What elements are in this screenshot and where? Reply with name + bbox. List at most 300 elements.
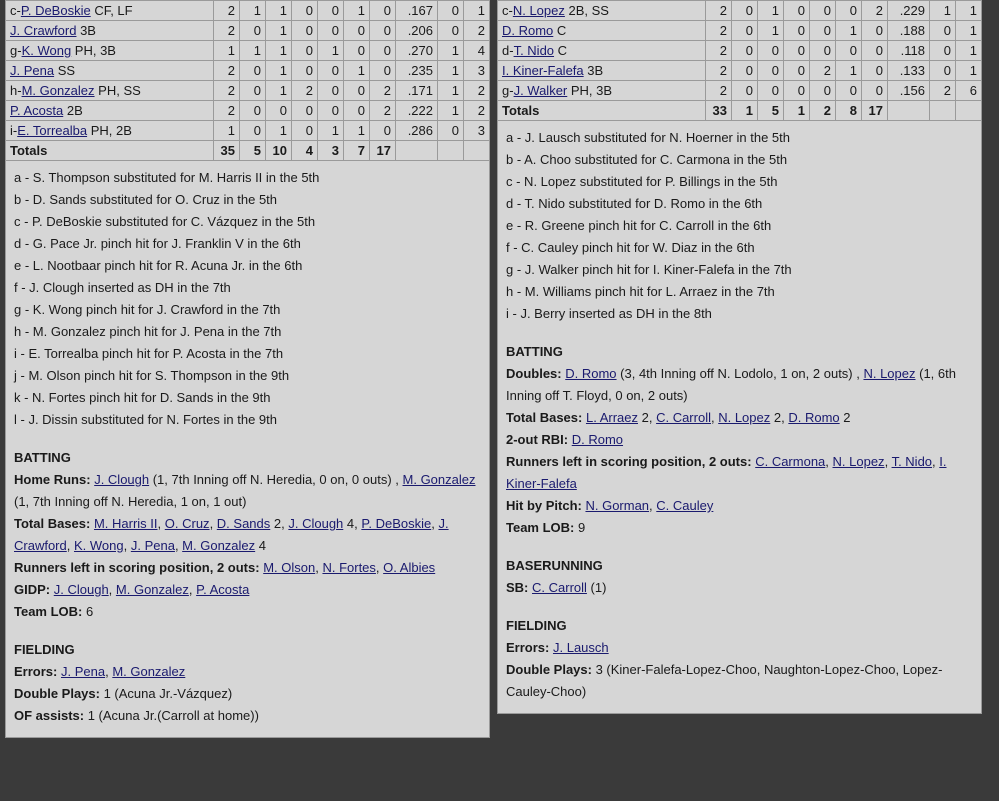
stat-cell: 2 (706, 21, 732, 41)
totals-cell (464, 141, 490, 161)
batter-name-cell (498, 21, 706, 41)
left-home-runs: Home Runs: J. Clough (1, 7th Inning off N. Heredia, 0 on, 0 outs) , M. Gonzalez (1, 7th Inning off N. Heredia, 1 on, 1 out) (14, 472, 476, 509)
player-link[interactable]: M. Gonzalez (115, 582, 189, 597)
player-link[interactable]: J. Pena (130, 538, 175, 553)
substitution-note: e - R. Greene pinch hit for C. Carroll in the 6th (506, 218, 772, 233)
player-link[interactable]: T. Nido (891, 454, 933, 469)
substitution-note: f - J. Clough inserted as DH in the 7th (14, 280, 231, 295)
stat-cell: 0 (438, 1, 464, 21)
left-errors-label: Errors: (14, 664, 58, 679)
stat-cell: 0 (732, 61, 758, 81)
stat-cell: 0 (862, 41, 888, 61)
batter-note-ref: g- (502, 83, 514, 98)
player-link[interactable]: J. Pena (10, 63, 55, 78)
stat-cell: 1 (956, 41, 982, 61)
totals-cell: 2 (810, 101, 836, 121)
left-team-lob (14, 601, 481, 623)
stat-cell: 0 (836, 81, 862, 101)
substitution-note: d - G. Pace Jr. pinch hit for J. Franklin V in the 6th (14, 236, 301, 251)
stat-cell: 1 (758, 1, 784, 21)
totals-cell: 5 (240, 141, 266, 161)
player-link[interactable]: P. DeBoskie (20, 3, 91, 18)
stat-cell: 3 (464, 121, 490, 141)
stat-cell: 0 (370, 61, 396, 81)
right-batting-heading: BATTING (506, 344, 563, 359)
totals-cell (888, 101, 930, 121)
stat-cell: 1 (266, 41, 292, 61)
left-batting-table (5, 0, 490, 161)
batter-position: PH, 3B (71, 43, 116, 58)
stat-cell: 0 (292, 41, 318, 61)
player-link[interactable]: J. Clough (53, 582, 109, 597)
avg-cell: .156 (888, 81, 930, 101)
batter-note-ref: c- (10, 3, 21, 18)
stat-cell: 0 (318, 101, 344, 121)
substitution-note: j - M. Olson pinch hit for S. Thompson in the 9th (14, 368, 290, 383)
player-link[interactable]: P. Acosta (10, 103, 64, 118)
stat-cell: 1 (266, 121, 292, 141)
stat-cell: 2 (464, 101, 490, 121)
right-risp-label: Runners left in scoring position, 2 outs: (506, 454, 752, 469)
stat-cell: 1 (956, 1, 982, 21)
substitution-note: c - P. DeBoskie substituted for C. Vázquez in the 5th (14, 214, 316, 229)
player-link[interactable]: N. Lopez (832, 454, 885, 469)
avg-cell: .270 (396, 41, 438, 61)
table-row (498, 1, 982, 21)
stat-cell: 2 (214, 81, 240, 101)
stat-cell: 0 (318, 21, 344, 41)
stat-cell: 2 (706, 81, 732, 101)
player-link[interactable]: I. Kiner-Falefa (502, 63, 584, 78)
totals-cell: 17 (370, 141, 396, 161)
player-link[interactable]: O. Albies (383, 560, 436, 575)
left-home-runs-label: Home Runs: (14, 472, 91, 487)
avg-cell: .133 (888, 61, 930, 81)
avg-cell: .118 (888, 41, 930, 61)
batter-name-cell (6, 1, 214, 21)
stat-cell: 0 (292, 61, 318, 81)
stat-cell: 1 (438, 41, 464, 61)
stat-cell: 0 (732, 21, 758, 41)
player-link[interactable]: M. Gonzalez (182, 538, 256, 553)
player-link[interactable]: P. DeBoskie (361, 516, 432, 531)
substitution-note: g - J. Walker pinch hit for I. Kiner-Falefa in the 7th (506, 262, 792, 277)
totals-cell: 35 (214, 141, 240, 161)
player-link[interactable]: K. Wong (21, 43, 72, 58)
stat-cell: 0 (292, 21, 318, 41)
batter-position: C (554, 43, 568, 58)
player-link[interactable]: L. Arraez (585, 410, 638, 425)
substitution-note: i - E. Torrealba pinch hit for P. Acosta in the 7th (14, 346, 284, 361)
table-row (6, 21, 490, 41)
player-link[interactable]: K. Wong (73, 538, 124, 553)
avg-cell: .206 (396, 21, 438, 41)
stat-cell: 0 (318, 61, 344, 81)
stat-cell: 0 (836, 41, 862, 61)
player-link[interactable]: C. Carmona (755, 454, 826, 469)
right-two-out-rbi (506, 429, 973, 451)
stat-cell: 0 (862, 81, 888, 101)
player-link[interactable]: D. Romo (502, 23, 554, 38)
stat-cell: 2 (292, 81, 318, 101)
right-doubles-label: Doubles: (506, 366, 562, 381)
batter-name-cell (6, 81, 214, 101)
totals-cell: 3 (318, 141, 344, 161)
totals-cell: 5 (758, 101, 784, 121)
totals-cell: 1 (784, 101, 810, 121)
stat-cell: 0 (784, 81, 810, 101)
stat-cell: 0 (862, 21, 888, 41)
stat-cell: 0 (438, 21, 464, 41)
stat-cell: 0 (292, 101, 318, 121)
right-risp: Runners left in scoring position, 2 outs: C. Carmona, N. Lopez, T. Nido, I. Kiner-Falefa (506, 454, 947, 491)
stat-cell: 0 (240, 21, 266, 41)
batter-note-ref: d- (502, 43, 514, 58)
totals-cell: 8 (836, 101, 862, 121)
substitution-note: c - N. Lopez substituted for P. Billings in the 5th (506, 174, 778, 189)
stat-cell: 0 (240, 121, 266, 141)
right-doubles: Doubles: D. Romo (3, 4th Inning off N. Lodolo, 1 on, 2 outs) , N. Lopez (1, 6th Inning off T. Floyd, 0 on, 2 outs) (506, 366, 956, 403)
player-link[interactable]: J. Clough (94, 472, 150, 487)
batter-position: C (553, 23, 567, 38)
substitution-note: a - S. Thompson substituted for M. Harris II in the 5th (14, 170, 320, 185)
player-link[interactable]: M. Gonzalez (112, 664, 186, 679)
totals-cell (438, 141, 464, 161)
stat-cell: 0 (344, 21, 370, 41)
left-notes-and-stats (5, 161, 490, 738)
table-row (6, 81, 490, 101)
stat-cell: 0 (758, 41, 784, 61)
substitution-note: d - T. Nido substituted for D. Romo in the 6th (506, 196, 763, 211)
stat-cell: 0 (732, 41, 758, 61)
stat-cell: 0 (930, 41, 956, 61)
batter-position: PH, 2B (87, 123, 132, 138)
batter-name-cell (6, 41, 214, 61)
player-link[interactable]: N. Lopez (718, 410, 771, 425)
stat-cell: 1 (266, 61, 292, 81)
stat-cell: 0 (784, 61, 810, 81)
stat-cell: 2 (706, 61, 732, 81)
totals-label: Totals (6, 141, 214, 161)
stat-cell: 1 (956, 21, 982, 41)
stat-cell: 1 (438, 81, 464, 101)
left-team-lob-label: Team LOB: (14, 604, 83, 619)
batter-position: PH, SS (94, 83, 141, 98)
stat-cell: 0 (318, 1, 344, 21)
batter-note-ref: i- (10, 123, 18, 138)
stat-cell: 0 (758, 61, 784, 81)
stat-cell: 0 (370, 121, 396, 141)
stat-cell: 1 (438, 61, 464, 81)
batter-name-cell (498, 61, 706, 81)
stat-cell: 1 (266, 21, 292, 41)
totals-cell: 7 (344, 141, 370, 161)
batter-position: 2B (63, 103, 83, 118)
batter-position: 3B (583, 63, 604, 78)
batter-position: CF, LF (90, 3, 133, 18)
player-link[interactable]: O. Cruz (164, 516, 210, 531)
stat-cell: 1 (318, 121, 344, 141)
totals-cell: 10 (266, 141, 292, 161)
batter-position: 2B, SS (564, 3, 609, 18)
left-risp: Runners left in scoring position, 2 outs: M. Olson, N. Fortes, O. Albies (14, 560, 436, 575)
stat-cell: 0 (240, 61, 266, 81)
stat-cell: 1 (758, 21, 784, 41)
stat-cell: 2 (214, 61, 240, 81)
avg-cell: .171 (396, 81, 438, 101)
stat-cell: 0 (810, 1, 836, 21)
stat-cell: 0 (758, 81, 784, 101)
right-two-out-rbi-label: 2-out RBI: (506, 432, 569, 447)
batter-name-cell (6, 21, 214, 41)
stat-cell: 1 (240, 41, 266, 61)
avg-cell: .286 (396, 121, 438, 141)
stat-cell: 1 (318, 41, 344, 61)
batter-name-cell (6, 101, 214, 121)
right-team-lob (506, 517, 973, 539)
table-row (6, 61, 490, 81)
substitution-note: a - J. Lausch substituted for N. Hoerner in the 5th (506, 130, 790, 145)
totals-cell (956, 101, 982, 121)
batter-name-cell (6, 61, 214, 81)
avg-cell: .235 (396, 61, 438, 81)
stat-cell: 0 (930, 21, 956, 41)
player-link[interactable]: N. Lopez (512, 3, 565, 18)
avg-cell: .229 (888, 1, 930, 21)
totals-row (6, 141, 490, 161)
batter-name-cell (498, 1, 706, 21)
substitution-note: h - M. Williams pinch hit for L. Arraez in the 7th (506, 284, 775, 299)
player-link[interactable]: M. Harris II (93, 516, 158, 531)
player-link[interactable]: D. Sands (216, 516, 271, 531)
batter-position: PH, 3B (567, 83, 613, 98)
player-link[interactable]: J. Crawford (14, 516, 449, 553)
player-link[interactable]: M. Gonzalez (21, 83, 95, 98)
stat-cell: 1 (836, 61, 862, 81)
batter-note-ref: h- (10, 83, 22, 98)
stat-cell: 0 (266, 101, 292, 121)
left-team-panel (5, 0, 490, 738)
player-link[interactable]: J. Pena (60, 664, 106, 679)
table-row (498, 81, 982, 101)
stat-cell: 1 (344, 121, 370, 141)
totals-cell (930, 101, 956, 121)
avg-cell: .222 (396, 101, 438, 121)
player-link[interactable]: D. Romo (565, 366, 617, 381)
table-row (6, 121, 490, 141)
right-hbp-label: Hit by Pitch: (506, 498, 582, 513)
left-of-assists (14, 705, 481, 727)
player-link[interactable]: D. Romo (788, 410, 840, 425)
player-link[interactable]: N. Fortes (322, 560, 376, 575)
left-gidp-label: GIDP: (14, 582, 51, 597)
stat-cell: 0 (784, 1, 810, 21)
right-baserunning-heading: BASERUNNING (506, 558, 603, 573)
stat-cell: 0 (344, 41, 370, 61)
player-link[interactable]: N. Lopez (863, 366, 916, 381)
right-stolen-bases: SB: C. Carroll (1) (506, 580, 607, 595)
left-gidp: GIDP: J. Clough, M. Gonzalez, P. Acosta (14, 582, 250, 597)
totals-cell: 17 (862, 101, 888, 121)
batter-position: 3B (76, 23, 96, 38)
player-link[interactable]: J. Crawford (10, 23, 77, 38)
player-link[interactable]: J. Lausch (552, 640, 609, 655)
right-double-plays-value: 3 (Kiner-Falefa-Lopez-Choo, Naughton-Lopez-Choo, Lopez-Cauley-Choo) (506, 662, 943, 699)
table-row (6, 41, 490, 61)
batter-name-cell (6, 121, 214, 141)
stat-cell: 0 (862, 61, 888, 81)
table-row (6, 101, 490, 121)
player-link[interactable]: N. Gorman (585, 498, 650, 513)
stat-cell: 2 (706, 41, 732, 61)
avg-cell: .167 (396, 1, 438, 21)
stat-cell: 0 (344, 81, 370, 101)
totals-cell (396, 141, 438, 161)
avg-cell: .188 (888, 21, 930, 41)
substitution-note: l - J. Dissin substituted for N. Fortes in the 9th (14, 412, 277, 427)
batter-note-ref: g- (10, 43, 22, 58)
right-total-bases-label: Total Bases: (506, 410, 583, 425)
stat-cell: 1 (240, 1, 266, 21)
stat-cell: 1 (464, 1, 490, 21)
right-team-lob-value: 9 (574, 520, 586, 535)
left-of-assists-value: 1 (Acuna Jr.(Carroll at home)) (84, 708, 259, 723)
stat-cell: 0 (732, 81, 758, 101)
left-double-plays (14, 683, 481, 705)
batter-name-cell (498, 81, 706, 101)
totals-row (498, 101, 982, 121)
stat-cell: 0 (318, 81, 344, 101)
stat-cell: 1 (266, 1, 292, 21)
stat-cell: 1 (956, 61, 982, 81)
stat-cell: 2 (862, 1, 888, 21)
right-notes-and-stats (497, 121, 982, 714)
right-batting-table (497, 0, 982, 121)
left-errors: Errors: J. Pena, M. Gonzalez (14, 664, 186, 679)
stat-cell: 1 (344, 1, 370, 21)
stat-cell: 0 (370, 1, 396, 21)
player-link[interactable]: P. Acosta (196, 582, 250, 597)
player-link[interactable]: C. Cauley (656, 498, 714, 513)
totals-cell: 1 (732, 101, 758, 121)
stat-cell: 1 (438, 101, 464, 121)
stat-cell: 1 (836, 21, 862, 41)
stat-cell: 0 (370, 21, 396, 41)
player-link[interactable]: E. Torrealba (17, 123, 88, 138)
left-total-bases: Total Bases: M. Harris II, O. Cruz, D. Sands 2, J. Clough 4, P. DeBoskie, J. Crawford, K. Wong, J. Pena, M. Gonzalez 4 (14, 516, 449, 553)
stat-cell: 1 (266, 81, 292, 101)
right-double-plays-label: Double Plays: (506, 662, 592, 677)
stat-cell: 2 (464, 81, 490, 101)
stat-cell: 0 (438, 121, 464, 141)
right-errors (506, 637, 973, 659)
player-link[interactable]: D. Romo (571, 432, 624, 447)
batter-name-cell (498, 41, 706, 61)
stat-cell: 0 (370, 41, 396, 61)
stat-cell: 4 (464, 41, 490, 61)
batter-note-ref: c- (502, 3, 513, 18)
substitution-note: k - N. Fortes pinch hit for D. Sands in the 9th (14, 390, 271, 405)
left-team-lob-value: 6 (82, 604, 94, 619)
stat-cell: 0 (836, 1, 862, 21)
substitution-note: h - M. Gonzalez pinch hit for J. Pena in the 7th (14, 324, 282, 339)
stat-cell: 2 (464, 21, 490, 41)
player-link[interactable]: M. Olson (263, 560, 316, 575)
substitution-note: b - A. Choo substituted for C. Carmona in the 5th (506, 152, 788, 167)
stat-cell: 3 (464, 61, 490, 81)
stat-cell: 0 (784, 41, 810, 61)
player-link[interactable]: C. Carroll (656, 410, 711, 425)
stat-cell: 2 (810, 61, 836, 81)
left-of-assists-label: OF assists: (14, 708, 85, 723)
table-row (498, 21, 982, 41)
right-team-panel (497, 0, 982, 714)
stat-cell: 0 (732, 1, 758, 21)
stat-cell: 1 (214, 41, 240, 61)
right-double-plays (506, 659, 973, 703)
right-sb-label: SB: (506, 580, 529, 595)
substitution-note: e - L. Nootbaar pinch hit for R. Acuna Jr. in the 6th (14, 258, 303, 273)
table-row (498, 41, 982, 61)
table-row (6, 1, 490, 21)
stat-cell: 0 (810, 21, 836, 41)
right-fielding-heading: FIELDING (506, 618, 567, 633)
totals-label: Totals (498, 101, 706, 121)
stat-cell: 0 (240, 81, 266, 101)
stat-cell: 0 (240, 101, 266, 121)
stat-cell: 2 (930, 81, 956, 101)
stat-cell: 2 (370, 81, 396, 101)
right-errors-label: Errors: (506, 640, 550, 655)
player-link[interactable]: J. Walker (513, 83, 568, 98)
right-hit-by-pitch: Hit by Pitch: N. Gorman, C. Cauley (506, 498, 714, 513)
stat-cell: 0 (292, 121, 318, 141)
left-total-bases-label: Total Bases: (14, 516, 91, 531)
left-batting-heading: BATTING (14, 450, 71, 465)
table-row (498, 61, 982, 81)
left-fielding-heading: FIELDING (14, 642, 75, 657)
stat-cell: 0 (810, 81, 836, 101)
substitution-note: b - D. Sands substituted for O. Cruz in the 5th (14, 192, 278, 207)
stat-cell: 2 (214, 101, 240, 121)
totals-cell: 33 (706, 101, 732, 121)
left-double-plays-value: 1 (Acuna Jr.-Vázquez) (99, 686, 233, 701)
right-team-lob-label: Team LOB: (506, 520, 575, 535)
stat-cell: 0 (784, 21, 810, 41)
stat-cell: 6 (956, 81, 982, 101)
left-risp-label: Runners left in scoring position, 2 outs: (14, 560, 260, 575)
stat-cell: 0 (344, 101, 370, 121)
player-link[interactable]: T. Nido (513, 43, 555, 58)
right-total-bases: Total Bases: L. Arraez 2, C. Carroll, N. Lopez 2, D. Romo 2 (506, 410, 851, 425)
substitution-note: f - C. Cauley pinch hit for W. Diaz in the 6th (506, 240, 755, 255)
player-link[interactable]: C. Carroll (532, 580, 587, 595)
stat-cell: 0 (810, 41, 836, 61)
left-double-plays-label: Double Plays: (14, 686, 100, 701)
substitution-note: i - J. Berry inserted as DH in the 8th (506, 306, 712, 321)
stat-cell: 2 (214, 1, 240, 21)
player-link[interactable]: M. Gonzalez (402, 472, 476, 487)
stat-cell: 1 (344, 61, 370, 81)
player-link[interactable]: I. Kiner-Falefa (506, 454, 947, 491)
stat-cell: 2 (214, 21, 240, 41)
stat-cell: 2 (706, 1, 732, 21)
batter-position: SS (54, 63, 76, 78)
player-link[interactable]: J. Clough (288, 516, 344, 531)
stat-cell: 1 (930, 1, 956, 21)
stat-cell: 0 (292, 1, 318, 21)
substitution-note: g - K. Wong pinch hit for J. Crawford in the 7th (14, 302, 281, 317)
